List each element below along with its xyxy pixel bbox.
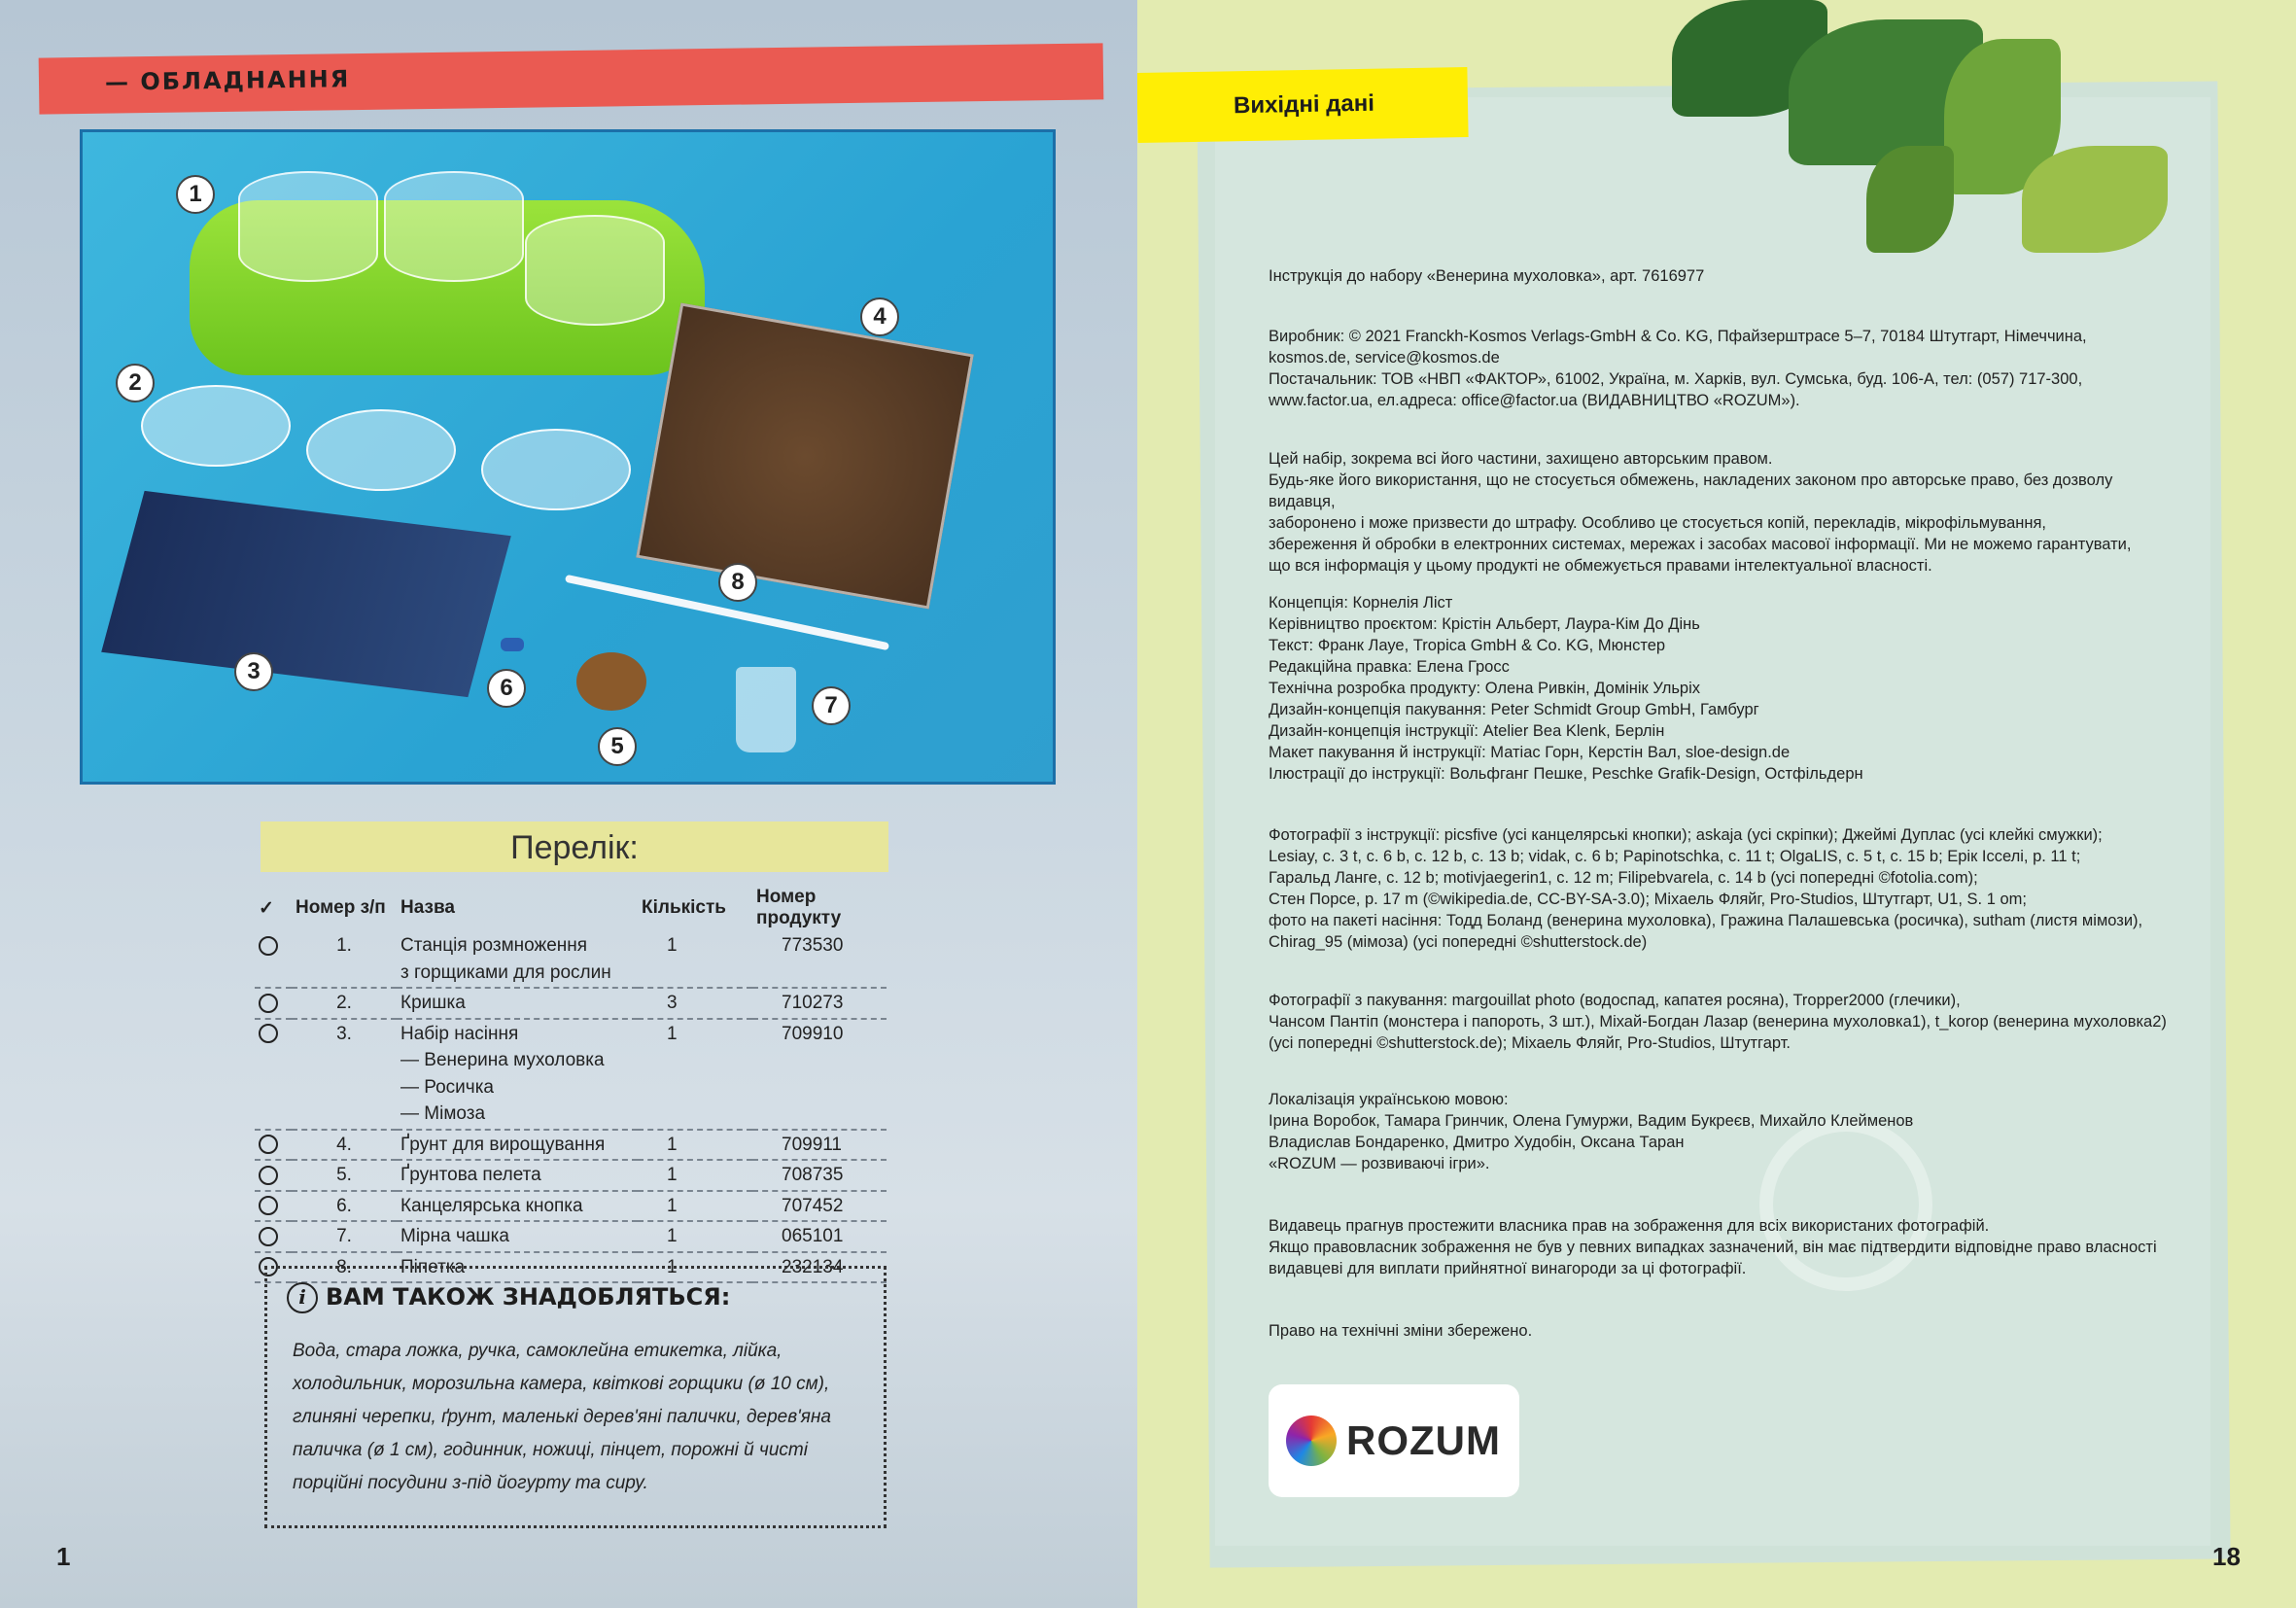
section-title: — ОБЛАДНАННЯ [104,65,351,96]
checkbox-circle[interactable] [259,1196,278,1215]
check-cell[interactable] [255,988,292,1019]
check-cell[interactable] [255,1191,292,1222]
quantity-cell: 1 [638,931,752,988]
name-column-header: Назва [400,897,455,918]
leaf-illustration [1866,146,1954,253]
page-number: 1 [56,1542,71,1571]
rozum-logo-text: ROZUM [1346,1417,1501,1463]
rozum-logo [1269,1384,1519,1497]
name-cell: Піпетка [397,1252,638,1283]
photo-number: 2 [116,364,155,402]
product-code-cell: 065101 [752,1221,887,1252]
also-needed-text: Вода, стара ложка, ручка, самоклейна етикетка, лійка, холодильник, морозильна камера, квіткові горщики (ø 10 см), глиняні черепки, ґрунт, маленькі дерев'яні палички, дерев'яна паличка (ø 1 см), годинник, ножиці, пінцет, порожні й чисті порційні посудини з-під йогурту та сиру. [293,1341,831,1493]
product-code-cell: 709911 [752,1130,887,1161]
table-row [255,1019,887,1130]
check-cell[interactable] [255,931,292,988]
credits-paragraph: Інструкція до набору «Венерина мухоловка», арт. 7616977 [1269,267,1705,285]
credits-paragraph: Локалізація українською мовою: Ірина Воробок, Тамара Гринчик, Олена Гумуржи, Вадим Букреєв, Михайло Клейменов Владислав Бондаренко, Дмитро Худобін, Оксана Таран «ROZUM — розвиваючі ігри». [1269,1091,1914,1172]
photo-number: 6 [487,669,526,708]
number-cell: 3. [292,1019,397,1130]
name-cell: Мірна чашка [397,1221,638,1252]
name-cell: Набір насіння — Венерина мухоловка — Росичка — Мімоза [397,1019,638,1130]
table-row [255,1191,887,1222]
equipment-photo [80,129,1056,785]
also-needed-heading [287,1282,730,1313]
check-column-header: ✓ [259,897,274,919]
checkbox-circle[interactable] [259,1166,278,1185]
table-row [255,988,887,1019]
photo-number: 4 [860,297,899,336]
seed-card-illustration [101,491,511,697]
right-page [1137,0,2296,1608]
soil-bag-illustration [636,302,974,609]
number-cell: 4. [292,1130,397,1161]
number-cell: 2. [292,988,397,1019]
product-code-cell: 773530 [752,931,887,988]
checkbox-circle[interactable] [259,994,278,1013]
number-cell: 5. [292,1160,397,1191]
venus-flytrap-plants-illustration [1652,0,2197,262]
list-title: Перелік: [510,829,639,866]
product-code-column-header: Номер продукту [756,887,842,928]
section-banner [1137,67,1469,143]
rozum-logo-icon [1286,1416,1337,1466]
number-cell: 1. [292,931,397,988]
also-needed-title: ВАМ ТАКОЖ ЗНАДОБЛЯТЬСЯ: [326,1283,731,1311]
number-cell: 6. [292,1191,397,1222]
checkbox-circle[interactable] [259,1135,278,1154]
number-cell: 8. [292,1252,397,1283]
equipment-table [255,885,887,1283]
credits-paragraph: Цей набір, зокрема всі його частини, захищено авторським правом. Будь-яке його використання, що не стосується обмежень, накладених законом про авторське право, без дозволу видавця, заборонено і може призвести до штрафу. Особливо це стосується копій, перекладів, мікрофільмування, збереження й обробки в електронних системах, мережах і засобах масової інформації. Ми не можемо гарантувати, що вся інформація у цьому продукті не обмежується правами інтелектуальної власності. [1269,450,2132,575]
lid-illustration [306,409,456,491]
credits-paragraph: Право на технічні зміни збережено. [1269,1322,1533,1340]
product-code-cell: 232134 [752,1252,887,1283]
photo-number: 5 [598,727,637,766]
checkbox-circle[interactable] [259,936,278,956]
table-row [255,931,887,988]
quantity-cell: 1 [638,1252,752,1283]
product-code-cell: 707452 [752,1191,887,1222]
name-cell: Кришка [397,988,638,1019]
check-cell[interactable] [255,1221,292,1252]
left-page [0,0,1137,1608]
lid-illustration [141,385,291,467]
name-cell: Станція розмноження з горщиками для рослин [397,931,638,988]
table-row [255,1160,887,1191]
pot-illustration [238,171,378,282]
quantity-cell: 1 [638,1130,752,1161]
photo-number: 3 [234,652,273,691]
number-column-header: Номер з/п [296,897,386,918]
name-cell: Канцелярська кнопка [397,1191,638,1222]
info-icon: i [287,1282,318,1313]
product-code-cell: 709910 [752,1019,887,1130]
lid-illustration [481,429,631,510]
section-title: Вихідні дані [1233,89,1375,120]
measuring-cup-illustration [736,667,796,752]
photo-number: 1 [176,175,215,214]
name-cell: Ґрунт для вирощування [397,1130,638,1161]
soil-pellet-illustration [576,652,646,711]
credits-paragraph: Виробник: © 2021 Franckh-Kosmos Verlags-GmbH & Co. KG, Пфайзерштрасе 5–7, 70184 Штутгарт, Німеччина, kosmos.de, service@kosmos.de Постачальник: ТОВ «НВП «ФАКТОР», 61002, Україна, м. Харків, вул. Сумська, буд. 106-А, тел: (057) 717-300, www.factor.ua, ел.адреса: office@factor.ua (ВИДАВНИЦТВО «ROZUM»). [1269,328,2087,409]
check-cell[interactable] [255,1160,292,1191]
leaf-illustration [2022,146,2168,253]
list-title-banner [261,821,888,872]
photo-number: 7 [812,686,851,725]
checkbox-circle[interactable] [259,1024,278,1043]
also-needed-box [264,1266,887,1528]
product-code-cell: 708735 [752,1160,887,1191]
number-cell: 7. [292,1221,397,1252]
quantity-cell: 1 [638,1019,752,1130]
quantity-column-header: Кількість [642,897,726,918]
product-code-cell: 710273 [752,988,887,1019]
credits-paragraph: Фотографії з інструкції: picsfive (усі канцелярські кнопки); askaja (усі скріпки); Джеймі Дуплас (усі клейкі смужки); Lesiay, с. 3 t, с. 6 b, с. 12 b, с. 13 b; vidak, с. 6 b; Papinotschka, с. 11 t; OlgaLIS, с. 5 t, с. 15 b; Ерік Ісселі, р. 11 t; Гаральд Ланге, с. 12 b; motivjaegerin1, с. 12 m; Filipebvarela, с. 14 b (усі попередні ©fotolia.com); Стен Порсе, р. 17 m (©wikipedia.de, CC-BY-SA-3.0); Міхаель Фляйг, Pro-Studios, Штутгарт, U1, S. 1 om; фото на пакеті насіння: Тодд Боланд (венерина мухоловка), Гражина Палашевська (росичка), sutham (листя мімози), Chirag_95 (мімоза) (усі попередні ©shutterstock.de) [1269,826,2143,951]
quantity-cell: 1 [638,1221,752,1252]
quantity-cell: 3 [638,988,752,1019]
checkbox-circle[interactable] [259,1227,278,1246]
table-header-row [255,885,887,931]
quantity-cell: 1 [638,1160,752,1191]
push-pin-icon [501,638,524,651]
quantity-cell: 1 [638,1191,752,1222]
table-row [255,1130,887,1161]
credits-paragraph: Фотографії з пакування: margouillat photo (водоспад, капатея росяна), Tropper2000 (глечики), Чансом Пантіп (монстера і папороть, 3 шт.), Міхай-Богдан Лазар (венерина мухоловка1), t_korop (венерина мухоловка2) (усі попередні ©shutterstock.de); Міхаель Фляйг, Pro-Studios, Штутгарт. [1269,992,2167,1052]
page-number: 18 [2212,1542,2241,1571]
pot-illustration [525,215,665,326]
check-cell[interactable] [255,1019,292,1130]
photo-number: 8 [718,563,757,602]
table-row [255,1221,887,1252]
check-cell[interactable] [255,1130,292,1161]
pot-illustration [384,171,524,282]
credits-paragraph: Концепція: Корнелія Ліст Керівництво проєктом: Крістін Альберт, Лаура-Кім До Дінь Текст: Франк Лауе, Tropica GmbH & Co. KG, Мюнстер Редакційна правка: Елена Гросс Технічна розробка продукту: Олена Ривкін, Домінік Ульріх Дизайн-концепція пакування: Peter Schmidt Group GmbH, Гамбург Дизайн-концепція інструкції: Atelier Bea Klenk, Берлін Макет пакування й інструкції: Матіас Горн, Керстін Вал, sloe-design.de Ілюстрації до інструкції: Вольфганг Пешке, Peschke Grafik-Design, Остфільдерн [1269,594,1863,783]
name-cell: Ґрунтова пелета [397,1160,638,1191]
section-banner [39,43,1104,114]
credits-paragraph: Видавець прагнув простежити власника прав на зображення для всіх використаних фотографій. Якщо правовласник зображення не був у певних випадках зазначений, він має підтвердити відповідне право власності видавцеві для виплати прийнятної винагороди за ці фотографії. [1269,1217,2157,1277]
